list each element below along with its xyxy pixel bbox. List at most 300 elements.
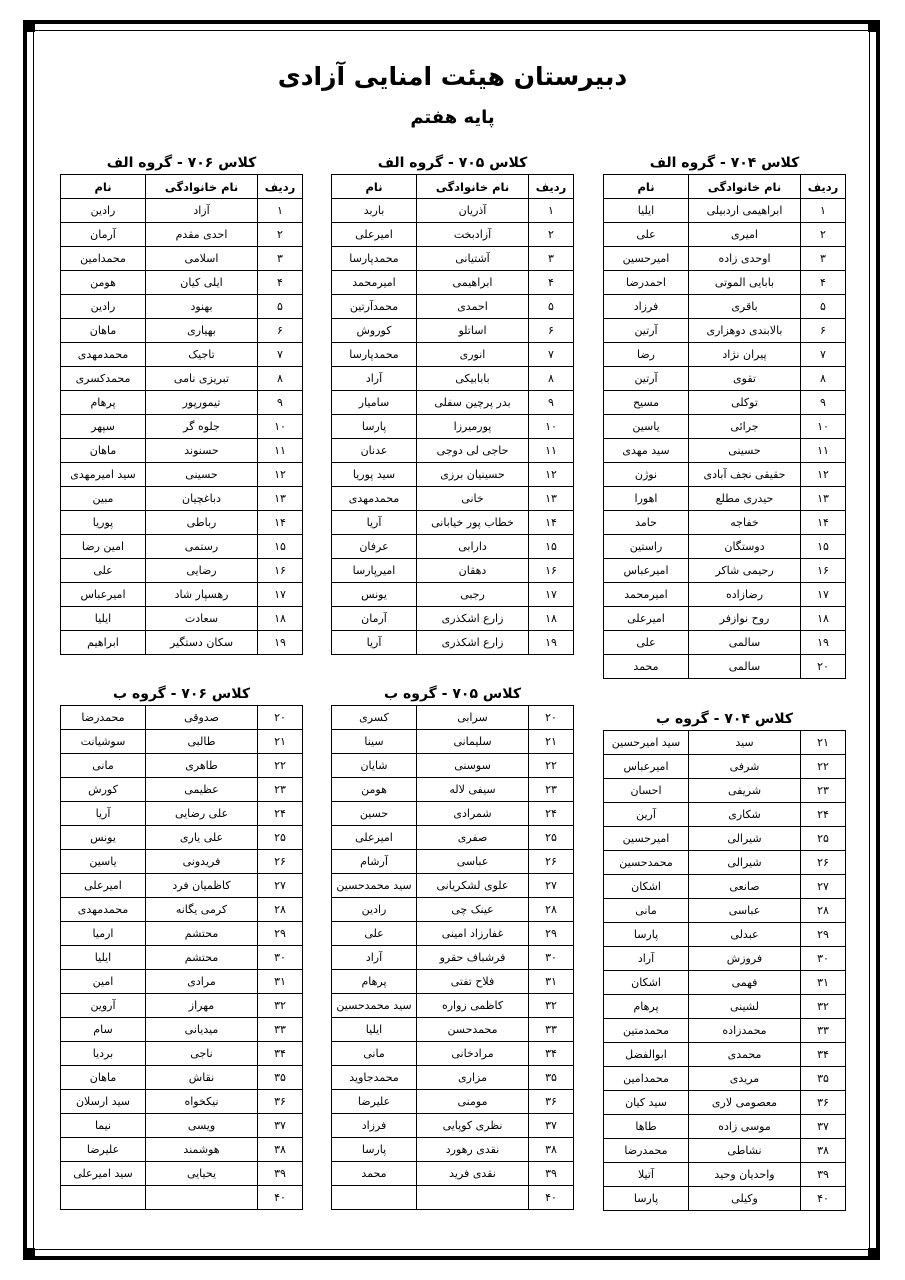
family-name: تبریزی نامی — [146, 367, 258, 391]
class-title: کلاس ۷۰۵ - گروه ب — [384, 686, 521, 702]
first-name: محمدمهدی — [332, 487, 417, 511]
family-name: تاجیک — [146, 343, 258, 367]
first-name: علیرضا — [61, 1138, 146, 1162]
table-row — [61, 1186, 303, 1210]
family-name: آزادبخت — [417, 223, 529, 247]
row-number: ۱۹ — [801, 631, 846, 655]
first-name: امیرعلی — [332, 826, 417, 850]
family-name: روح نوازفر — [689, 607, 801, 631]
first-name: کوروش — [332, 319, 417, 343]
row-number: ۱۹ — [529, 631, 574, 655]
row-number: ۲۲ — [801, 755, 846, 779]
table-row — [604, 295, 846, 319]
table-row — [332, 730, 574, 754]
row-number: ۱۷ — [801, 583, 846, 607]
table-row — [604, 1187, 846, 1211]
table-row — [332, 1066, 574, 1090]
table-row — [332, 1114, 574, 1138]
row-number: ۱۰ — [258, 415, 303, 439]
family-name: سلیمانی — [417, 730, 529, 754]
first-name: ایلیا — [61, 946, 146, 970]
row-number: ۳۴ — [529, 1042, 574, 1066]
first-name: محمدمتین — [604, 1019, 689, 1043]
table-row — [332, 1162, 574, 1186]
family-name: اوحدی زاده — [689, 247, 801, 271]
table-row — [332, 271, 574, 295]
first-name: امین رضا — [61, 535, 146, 559]
family-name: وکیلی — [689, 1187, 801, 1211]
family-name: محمدزاده — [689, 1019, 801, 1043]
family-name: انوری — [417, 343, 529, 367]
first-name: آرمان — [332, 607, 417, 631]
family-name: ناجی — [146, 1042, 258, 1066]
row-number: ۹ — [801, 391, 846, 415]
row-number: ۲۷ — [529, 874, 574, 898]
row-number: ۱۶ — [801, 559, 846, 583]
family-name: غفارزاد امینی — [417, 922, 529, 946]
table-row — [332, 247, 574, 271]
family-name: طاهری — [146, 754, 258, 778]
header-row — [604, 175, 846, 199]
family-name: مرادخانی — [417, 1042, 529, 1066]
table-row — [332, 487, 574, 511]
table-row — [332, 463, 574, 487]
first-name: پرهام — [61, 391, 146, 415]
row-number: ۵ — [529, 295, 574, 319]
table-row — [61, 1066, 303, 1090]
family-name: واحدیان وحید — [689, 1163, 801, 1187]
table-row — [61, 439, 303, 463]
row-number: ۲۶ — [529, 850, 574, 874]
row-number: ۳۰ — [258, 946, 303, 970]
header-first-name: نام — [604, 175, 689, 199]
family-name: رهسپار شاد — [146, 583, 258, 607]
row-number: ۳۰ — [529, 946, 574, 970]
family-name: کاظمی زواره — [417, 994, 529, 1018]
family-name: سعادت — [146, 607, 258, 631]
table-row — [332, 754, 574, 778]
family-name: طالبی — [146, 730, 258, 754]
family-name: صانعی — [689, 875, 801, 899]
family-name: کرمی یگانه — [146, 898, 258, 922]
first-name: امیرعباس — [604, 559, 689, 583]
row-number: ۴ — [801, 271, 846, 295]
row-number: ۱۴ — [258, 511, 303, 535]
row-number: ۳۷ — [801, 1115, 846, 1139]
row-number: ۴۰ — [529, 1186, 574, 1210]
first-name: محمدکسری — [61, 367, 146, 391]
first-name: احمدرضا — [604, 271, 689, 295]
row-number: ۳۲ — [801, 995, 846, 1019]
class-title: کلاس ۷۰۶ - گروه الف — [106, 155, 257, 171]
family-name: تقوی — [689, 367, 801, 391]
family-name: لشینی — [689, 995, 801, 1019]
family-name: فروزش — [689, 947, 801, 971]
row-number: ۴ — [258, 271, 303, 295]
family-name: علی رضایی — [146, 802, 258, 826]
first-name — [61, 1186, 146, 1210]
first-name: شایان — [332, 754, 417, 778]
first-name: ایلیا — [332, 1018, 417, 1042]
table-row — [61, 1018, 303, 1042]
row-number: ۱۰ — [801, 415, 846, 439]
table-row — [604, 755, 846, 779]
first-name: سید کیان — [604, 1091, 689, 1115]
first-name: علی — [332, 922, 417, 946]
first-name: سید ارسلان — [61, 1090, 146, 1114]
first-name: باربد — [332, 199, 417, 223]
table-row — [61, 970, 303, 994]
first-name: طاها — [604, 1115, 689, 1139]
corner-ornament — [868, 20, 880, 32]
family-name: رجبی — [417, 583, 529, 607]
table-row — [332, 199, 574, 223]
family-name: اسلامی — [146, 247, 258, 271]
table-row — [604, 607, 846, 631]
first-name: آرشام — [332, 850, 417, 874]
table-row — [332, 583, 574, 607]
row-number: ۱۲ — [801, 463, 846, 487]
row-number: ۳۲ — [529, 994, 574, 1018]
table-row — [332, 631, 574, 655]
row-number: ۲ — [529, 223, 574, 247]
first-name: رادین — [61, 199, 146, 223]
row-number: ۲۱ — [529, 730, 574, 754]
class-title: کلاس ۷۰۴ - گروه ب — [656, 711, 793, 727]
table-row — [604, 271, 846, 295]
class-706-group-a — [60, 152, 303, 655]
first-name: محمدپارسا — [332, 343, 417, 367]
row-number: ۳۶ — [529, 1090, 574, 1114]
row-number: ۳۷ — [258, 1114, 303, 1138]
family-name: آشتیانی — [417, 247, 529, 271]
family-name: رضازاده — [689, 583, 801, 607]
table-row — [604, 415, 846, 439]
first-name: محمدپارسا — [332, 247, 417, 271]
first-name: مسیح — [604, 391, 689, 415]
table-row — [604, 779, 846, 803]
row-number: ۱۷ — [258, 583, 303, 607]
table-row — [332, 295, 574, 319]
grade-subtitle: پایه هفتم — [410, 107, 495, 128]
table-row — [332, 415, 574, 439]
header-row-number: ردیف — [529, 175, 574, 199]
table-row — [604, 367, 846, 391]
row-number: ۲۷ — [258, 874, 303, 898]
table-row — [604, 247, 846, 271]
row-number: ۲۸ — [258, 898, 303, 922]
row-number: ۳۰ — [801, 947, 846, 971]
first-name: علی — [604, 223, 689, 247]
family-name: کاظمیان فرد — [146, 874, 258, 898]
row-number: ۱۵ — [529, 535, 574, 559]
table-row — [61, 754, 303, 778]
first-name: پوریا — [61, 511, 146, 535]
family-name: زارع اشکذری — [417, 631, 529, 655]
roster-table — [60, 174, 303, 655]
first-name: رضا — [604, 343, 689, 367]
family-name: محتشم — [146, 922, 258, 946]
table-row — [604, 223, 846, 247]
family-name: عینک چی — [417, 898, 529, 922]
first-name: اشکان — [604, 971, 689, 995]
family-name: عباسی — [689, 899, 801, 923]
family-name: عباسی — [417, 850, 529, 874]
row-number: ۴۰ — [801, 1187, 846, 1211]
row-number: ۳۱ — [529, 970, 574, 994]
table-row — [332, 1186, 574, 1210]
row-number: ۳۵ — [529, 1066, 574, 1090]
row-number: ۱۴ — [801, 511, 846, 535]
table-row — [61, 247, 303, 271]
first-name: ماهان — [61, 1066, 146, 1090]
table-row — [61, 730, 303, 754]
first-name: آراد — [332, 367, 417, 391]
family-name: احدی مقدم — [146, 223, 258, 247]
first-name: ماهان — [61, 439, 146, 463]
row-number: ۲۲ — [258, 754, 303, 778]
row-number: ۹ — [258, 391, 303, 415]
row-number: ۲۳ — [529, 778, 574, 802]
family-name: میدیانی — [146, 1018, 258, 1042]
table-row — [61, 559, 303, 583]
table-row — [604, 343, 846, 367]
first-name: نیما — [61, 1114, 146, 1138]
table-row — [332, 439, 574, 463]
row-number: ۲۳ — [801, 779, 846, 803]
row-number: ۲۴ — [258, 802, 303, 826]
first-name: ارمیا — [61, 922, 146, 946]
family-name: فرشباف حقرو — [417, 946, 529, 970]
table-row — [604, 923, 846, 947]
family-name: خفاجه — [689, 511, 801, 535]
table-row — [61, 778, 303, 802]
first-name: علی — [604, 631, 689, 655]
row-number: ۲۴ — [801, 803, 846, 827]
class-704-group-a — [603, 152, 846, 679]
row-number: ۴۰ — [258, 1186, 303, 1210]
corner-ornament — [868, 1248, 880, 1260]
first-name: امیرپارسا — [332, 559, 417, 583]
first-name: اهورا — [604, 487, 689, 511]
family-name: فلاح تفتی — [417, 970, 529, 994]
family-name: ویسی — [146, 1114, 258, 1138]
row-number: ۱۳ — [529, 487, 574, 511]
family-name: محمدحسن — [417, 1018, 529, 1042]
table-row — [61, 607, 303, 631]
family-name: حقیقی نجف آبادی — [689, 463, 801, 487]
first-name: امین — [61, 970, 146, 994]
table-row — [604, 875, 846, 899]
first-name: مانی — [604, 899, 689, 923]
table-row — [604, 851, 846, 875]
roster-table — [331, 705, 574, 1210]
row-number: ۱ — [801, 199, 846, 223]
table-row — [61, 463, 303, 487]
row-number: ۷ — [258, 343, 303, 367]
first-name — [332, 1186, 417, 1210]
table-row — [604, 583, 846, 607]
family-name: فریدونی — [146, 850, 258, 874]
first-name: رادین — [332, 898, 417, 922]
family-name: محتشم — [146, 946, 258, 970]
row-number: ۳۷ — [529, 1114, 574, 1138]
first-name: سوشیانت — [61, 730, 146, 754]
row-number: ۳۱ — [258, 970, 303, 994]
family-name: دوستگان — [689, 535, 801, 559]
first-name: آتیلا — [604, 1163, 689, 1187]
corner-ornament — [23, 20, 35, 32]
corner-ornament — [23, 1248, 35, 1260]
first-name: آریا — [61, 802, 146, 826]
family-name: نقاش — [146, 1066, 258, 1090]
first-name: امیرعباس — [61, 583, 146, 607]
table-row — [604, 947, 846, 971]
first-name: آروین — [61, 994, 146, 1018]
family-name: عظیمی — [146, 778, 258, 802]
family-name: مریدی — [689, 1067, 801, 1091]
header-family-name: نام خانوادگی — [417, 175, 529, 199]
family-name: دارابی — [417, 535, 529, 559]
table-row — [604, 199, 846, 223]
first-name: پارسا — [332, 415, 417, 439]
row-number: ۲۵ — [801, 827, 846, 851]
row-number: ۴ — [529, 271, 574, 295]
family-name: حیدری مطلع — [689, 487, 801, 511]
first-name: هومن — [61, 271, 146, 295]
first-name: مانی — [61, 754, 146, 778]
row-number: ۶ — [801, 319, 846, 343]
row-number: ۳۸ — [801, 1139, 846, 1163]
table-row — [332, 1138, 574, 1162]
first-name: نوژن — [604, 463, 689, 487]
table-row — [604, 1043, 846, 1067]
first-name: علی — [61, 559, 146, 583]
first-name: پارسا — [604, 1187, 689, 1211]
family-name: آزاد — [146, 199, 258, 223]
header-family-name: نام خانوادگی — [689, 175, 801, 199]
family-name: حسنوند — [146, 439, 258, 463]
family-name: معصومی لاری — [689, 1091, 801, 1115]
table-row — [61, 367, 303, 391]
table-row — [604, 1163, 846, 1187]
family-name: حاجی لی دوجی — [417, 439, 529, 463]
table-row — [332, 343, 574, 367]
table-row — [604, 631, 846, 655]
row-number: ۱۱ — [529, 439, 574, 463]
family-name: ابراهیمی — [417, 271, 529, 295]
family-name: علی یاری — [146, 826, 258, 850]
table-row — [332, 850, 574, 874]
header-row — [61, 175, 303, 199]
family-name: یحیایی — [146, 1162, 258, 1186]
family-name: فهمی — [689, 971, 801, 995]
table-row — [61, 946, 303, 970]
family-name: جرائی — [689, 415, 801, 439]
family-name: بابابیکی — [417, 367, 529, 391]
first-name: محمدحسین — [604, 851, 689, 875]
family-name: نیکخواه — [146, 1090, 258, 1114]
first-name: سید مهدی — [604, 439, 689, 463]
first-name: کسری — [332, 706, 417, 730]
first-name: اشکان — [604, 875, 689, 899]
family-name: مرادی — [146, 970, 258, 994]
family-name: حسینی — [146, 463, 258, 487]
table-row — [332, 319, 574, 343]
family-name: هوشمند — [146, 1138, 258, 1162]
first-name: سید امیرحسین — [604, 731, 689, 755]
table-row — [332, 1090, 574, 1114]
family-name: سرابی — [417, 706, 529, 730]
family-name: نظری کوپایی — [417, 1114, 529, 1138]
row-number: ۱۲ — [529, 463, 574, 487]
family-name: سکان دستگیر — [146, 631, 258, 655]
row-number: ۳۹ — [801, 1163, 846, 1187]
family-name: حسینیان برزی — [417, 463, 529, 487]
class-705-group-b — [331, 683, 574, 1210]
table-row — [61, 223, 303, 247]
table-row — [332, 559, 574, 583]
row-number: ۱۳ — [801, 487, 846, 511]
family-name: زارع اشکذری — [417, 607, 529, 631]
first-name: ابوالفضل — [604, 1043, 689, 1067]
family-name: نقدی فرید — [417, 1162, 529, 1186]
table-row — [332, 898, 574, 922]
family-name: باقری — [689, 295, 801, 319]
row-number: ۱ — [258, 199, 303, 223]
first-name: سید امیرعلی — [61, 1162, 146, 1186]
table-row — [604, 319, 846, 343]
family-name: احمدی — [417, 295, 529, 319]
table-row — [61, 415, 303, 439]
first-name: فرزاد — [604, 295, 689, 319]
table-row — [332, 922, 574, 946]
family-name: صفری — [417, 826, 529, 850]
first-name: آرتین — [604, 319, 689, 343]
family-name: شیرالی — [689, 851, 801, 875]
table-row — [61, 295, 303, 319]
table-row — [61, 1138, 303, 1162]
first-name: راستین — [604, 535, 689, 559]
row-number: ۱ — [529, 199, 574, 223]
first-name: عرفان — [332, 535, 417, 559]
family-name: سید — [689, 731, 801, 755]
header-first-name: نام — [61, 175, 146, 199]
table-row — [332, 706, 574, 730]
row-number: ۱۸ — [801, 607, 846, 631]
family-name: جلوه گر — [146, 415, 258, 439]
header-row — [332, 175, 574, 199]
first-name: کورش — [61, 778, 146, 802]
table-row — [61, 898, 303, 922]
table-row — [61, 583, 303, 607]
first-name: یاسین — [61, 850, 146, 874]
row-number: ۳ — [529, 247, 574, 271]
row-number: ۲۴ — [529, 802, 574, 826]
table-row — [61, 511, 303, 535]
class-title: کلاس ۷۰۶ - گروه ب — [113, 686, 250, 702]
family-name: بابایی الموتی — [689, 271, 801, 295]
family-name: علوی لشکریانی — [417, 874, 529, 898]
first-name: آریا — [332, 511, 417, 535]
first-name: امیرحسین — [604, 247, 689, 271]
first-name: محمد — [604, 655, 689, 679]
family-name: نقدی رهورد — [417, 1138, 529, 1162]
row-number: ۲ — [801, 223, 846, 247]
table-row — [61, 1114, 303, 1138]
table-row — [332, 223, 574, 247]
table-row — [604, 1019, 846, 1043]
